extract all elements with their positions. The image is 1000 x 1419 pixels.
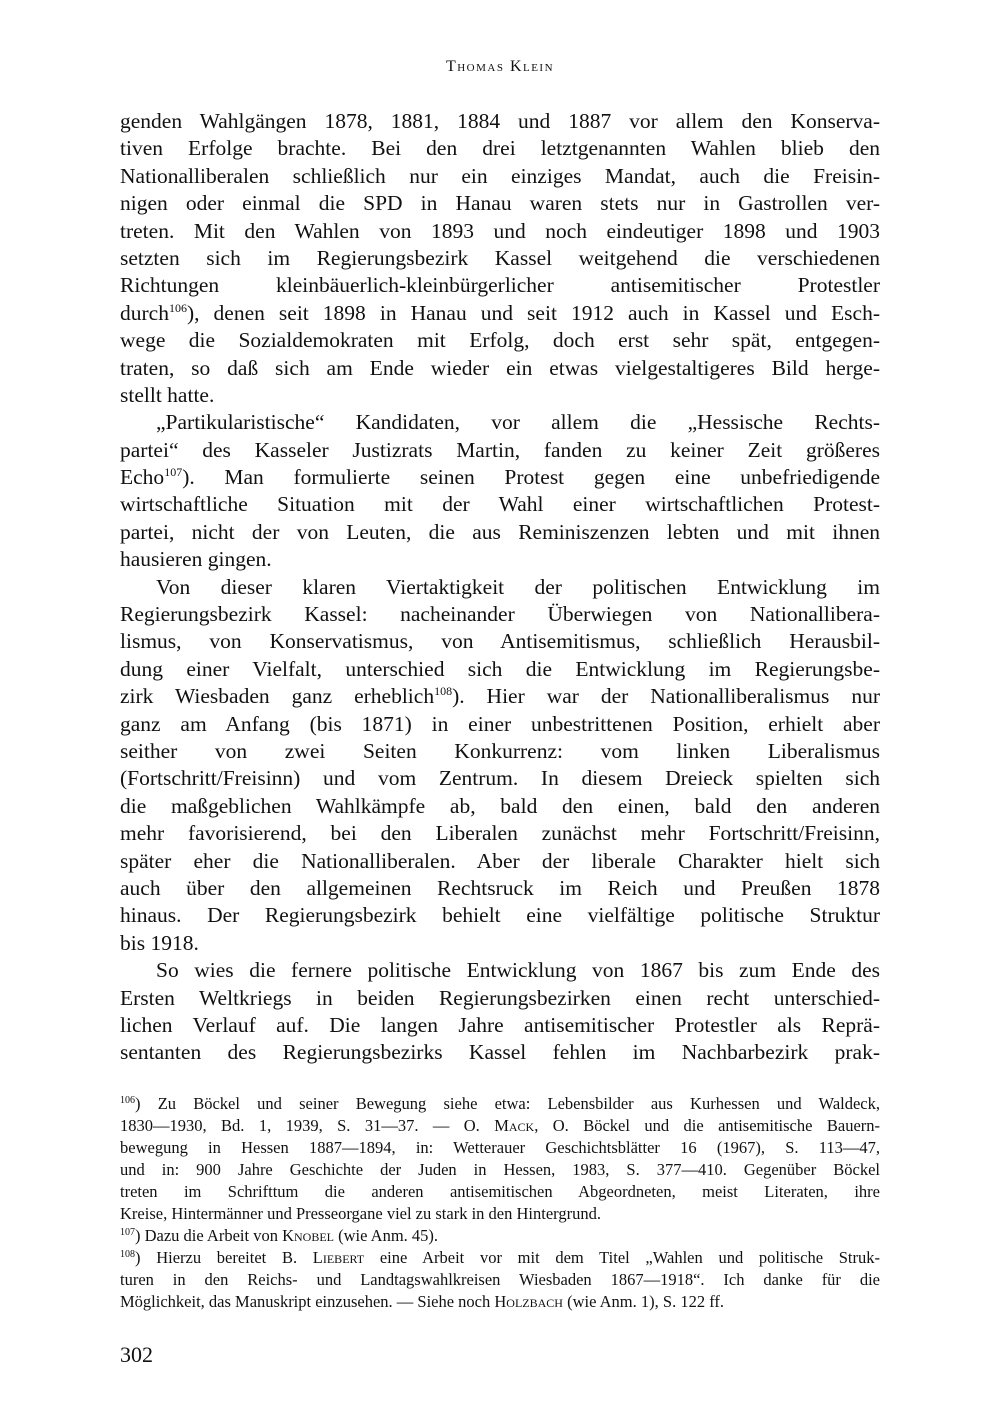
text-line: ganz am Anfang (bis 1871) in einer unbestrittenen Position, erhielt aber xyxy=(120,711,880,736)
author-name: Mack xyxy=(494,1116,535,1135)
text-line: So wies die fernere politische Entwicklung von 1867 bis zum Ende des xyxy=(156,958,880,983)
text-line: hausieren gingen. xyxy=(120,547,272,572)
footnote-text: (wie Anm. 1), S. 122 ff. xyxy=(562,1292,725,1311)
footnote-text: (wie Anm. 45). xyxy=(334,1226,439,1245)
footnote-line: turen in den Reichs- und Landtagswahlkreisen Wiesbaden 1867—1918“. Ich danke für die xyxy=(120,1270,880,1289)
text-line: partei, nicht der von Leuten, die aus Reminiszenzen lebten und mit ihnen xyxy=(120,519,880,544)
text-line: auch über den allgemeinen Rechtsruck im Reich und Preußen 1878 xyxy=(120,875,880,900)
text-line: dung einer Vielfalt, unterschied sich die Entwicklung im Regierungsbe- xyxy=(120,656,880,681)
text-line: hinaus. Der Regierungsbezirk behielt eine vielfältige politische Struktur xyxy=(120,903,880,928)
text-line: treten. Mit den Wahlen von 1893 und noch eindeutiger 1898 und 1903 xyxy=(120,218,880,243)
footnote-ref-108[interactable]: 108 xyxy=(434,684,453,699)
footnote-text: ) Zu Böckel und seiner Bewegung siehe etwa: Lebensbilder aus Kurhessen und Waldeck, xyxy=(135,1094,880,1113)
footnote-line: und in: 900 Jahre Geschichte der Juden in Hessen, 1983, S. 377—410. Gegenüber Böckel xyxy=(120,1160,880,1179)
text-line: Nationalliberalen schließlich nur ein einziges Mandat, auch die Freisin- xyxy=(120,163,880,188)
page-number: 302 xyxy=(120,1342,153,1367)
text-line: wege die Sozialdemokraten mit Erfolg, doch erst sehr spät, entgegen- xyxy=(120,328,880,353)
text-line: genden Wahlgängen 1878, 1881, 1884 und 1887 vor allem den Konserva- xyxy=(120,109,880,133)
footnote-mark: 106 xyxy=(120,1095,135,1106)
text-line: lichen Verlauf auf. Die langen Jahre antisemitischer Protestler als Reprä- xyxy=(120,1012,880,1037)
text-fragment: durch xyxy=(120,300,169,325)
author-name: Knobel xyxy=(282,1226,335,1245)
text-line xyxy=(120,464,880,491)
footnote-text: eine Arbeit vor mit dem Titel „Wahlen und politische Struk- xyxy=(364,1248,880,1267)
footnote-106 xyxy=(120,1093,880,1115)
text-line xyxy=(120,300,880,327)
text-line: traten, so daß sich am Ende wieder ein etwas vielgestaltigeres Bild herge- xyxy=(120,355,880,380)
text-line xyxy=(120,683,880,710)
text-line: Regierungsbezirk Kassel: nacheinander Überwiegen von Nationallibera- xyxy=(120,602,880,627)
footnote-108 xyxy=(120,1247,880,1269)
text-fragment: zirk Wiesbaden ganz erheblich xyxy=(120,684,435,709)
text-line: die maßgeblichen Wahlkämpfe ab, bald den einen, bald den anderen xyxy=(120,793,880,818)
text-line: tiven Erfolge brachte. Bei den drei letztgenannten Wahlen blieb den xyxy=(120,136,880,161)
footnote-line: Kreise, Hintermänner und Presseorgane viel zu stark in den Hintergrund. xyxy=(120,1204,601,1223)
text-line: stellt hatte. xyxy=(120,382,215,407)
text-line: mehr favorisierend, bei den Liberalen zunächst mehr Fortschritt/Freisinn, xyxy=(120,821,880,846)
footnote-text: ) Dazu die Arbeit von xyxy=(135,1226,283,1245)
text-line: wirtschaftliche Situation mit der Wahl einer wirtschaftlichen Protest- xyxy=(120,492,880,517)
text-line: lismus, von Konservatismus, von Antisemitismus, schließlich Herausbil- xyxy=(120,629,880,654)
text-line: sentanten des Regierungsbezirks Kassel fehlen im Nachbarbezirk prak- xyxy=(120,1040,880,1065)
text-line: partei“ des Kasseler Justizrats Martin, fanden zu keiner Zeit größeres xyxy=(120,437,880,462)
footnote-text: 1830—1930, Bd. 1, 1939, S. 31—37. — O. xyxy=(120,1116,495,1135)
text-fragment: ), denen seit 1898 in Hanau und seit 1912 auch in Kassel und Esch- xyxy=(186,300,880,325)
text-line: (Fortschritt/Freisinn) und vom Zentrum. In diesem Dreieck spielten sich xyxy=(120,766,880,791)
footnote-line xyxy=(120,1291,880,1313)
text-line: Richtungen kleinbäuerlich-kleinbürgerlicher antisemitischer Protestler xyxy=(120,273,880,298)
footnote-line xyxy=(120,1115,880,1137)
text-fragment: Echo xyxy=(120,465,165,490)
text-line: setzten sich im Regierungsbezirk Kassel weitgehend die verschiedenen xyxy=(120,245,880,270)
text-line: Ersten Weltkriegs in beiden Regierungsbezirken einen recht unterschied- xyxy=(120,985,880,1010)
footnote-mark: 107 xyxy=(120,1227,135,1238)
text-line: nigen oder einmal die SPD in Hanau waren stets nur in Gastrollen ver- xyxy=(120,191,880,216)
text-line: seither von zwei Seiten Konkurrenz: vom linken Liberalismus xyxy=(120,738,880,763)
text-fragment: ). Hier war der Nationalliberalismus nur xyxy=(452,684,880,709)
text-line: bis 1918. xyxy=(120,930,199,955)
footnote-ref-106[interactable]: 106 xyxy=(168,300,187,315)
text-fragment: ). Man formulierte seinen Protest gegen eine unbefriedigende xyxy=(182,465,880,490)
author-name: Holzbach xyxy=(494,1292,563,1311)
footnote-mark: 108 xyxy=(120,1249,135,1260)
footnote-line: bewegung in Hessen 1887—1894, in: Wetterauer Geschichtsblätter 16 (1967), S. 113—47, xyxy=(120,1138,880,1157)
text-line: Von dieser klaren Viertaktigkeit der politischen Entwicklung im xyxy=(156,574,880,599)
text-line: später eher die Nationalliberalen. Aber der liberale Charakter hielt sich xyxy=(120,848,880,873)
running-head: Thomas Klein xyxy=(445,58,555,75)
footnote-107 xyxy=(120,1225,880,1247)
text-line: „Partikularistische“ Kandidaten, vor allem die „Hessische Rechts- xyxy=(156,410,880,435)
body-text xyxy=(120,108,880,1067)
footnote-ref-107[interactable]: 107 xyxy=(164,465,183,480)
footnote-text: , O. Böckel und die antisemitische Bauern- xyxy=(534,1116,881,1135)
author-name: Liebert xyxy=(312,1248,365,1267)
footnote-text: Möglichkeit, das Manuskript einzusehen. — Siehe noch xyxy=(120,1292,495,1311)
footnote-text: ) Hierzu bereitet B. xyxy=(135,1248,313,1267)
footnote-line: treten im Schrifttum die anderen antisemitischen Abgeordneten, meist Literaten, ihre xyxy=(120,1182,880,1201)
footnotes xyxy=(120,1093,880,1313)
